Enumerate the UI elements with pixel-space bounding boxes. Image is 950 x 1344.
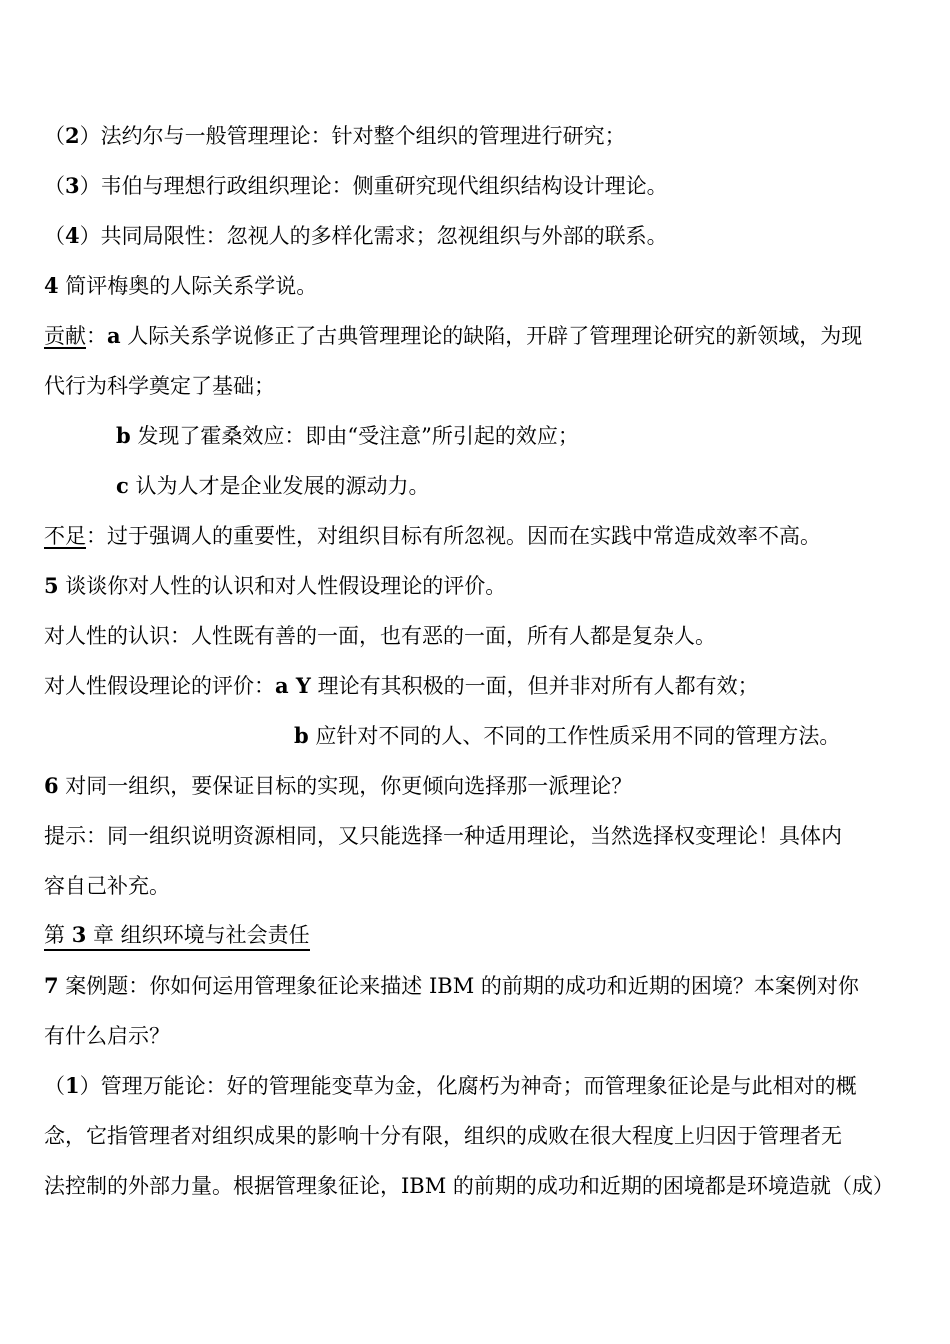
paragraph-line: b 应针对不同的人、不同的工作性质采用不同的管理方法。 [294, 723, 841, 748]
paragraph-line: 法控制的外部力量。根据管理象征论，IBM 的前期的成功和近期的困境都是环境造就（成） [44, 1174, 894, 1198]
paragraph-line: 念，它指管理者对组织成果的影响十分有限，组织的成败在很大程度上归因于管理者无 [44, 1124, 842, 1148]
chapter-heading: 第 3 章 组织环境与社会责任 [44, 920, 310, 950]
paragraph-line: b 发现了霍桑效应：即由“受注意”所引起的效应； [116, 423, 579, 448]
question-heading: 6 对同一组织，要保证目标的实现，你更倾向选择那一派理论？ [44, 773, 633, 798]
paragraph-line: （1）管理万能论：好的管理能变草为金，化腐朽为神奇；而管理象征论是与此相对的概 [44, 1073, 857, 1098]
paragraph-line: 有什么启示？ [44, 1024, 170, 1048]
paragraph-line: （4）共同局限性：忽视人的多样化需求；忽视组织与外部的联系。 [44, 223, 668, 248]
paragraph-line: （2）法约尔与一般管理理论：针对整个组织的管理进行研究； [44, 123, 626, 148]
paragraph-line: 不足：过于强调人的重要性，对组织目标有所忽视。因而在实践中常造成效率不高。 [44, 524, 821, 548]
question-heading: 5 谈谈你对人性的认识和对人性假设理论的评价。 [44, 573, 507, 598]
paragraph-line: 贡献：a 人际关系学说修正了古典管理理论的缺陷，开辟了管理理论研究的新领域，为现 [44, 323, 863, 348]
question-heading: 4 简评梅奥的人际关系学说。 [44, 273, 318, 298]
question-heading: 7 案例题：你如何运用管理象征论来描述 IBM 的前期的成功和近期的困境？本案例对你 [44, 973, 859, 998]
paragraph-line: 代行为科学奠定了基础； [44, 374, 275, 398]
contribution-label: 贡献 [44, 324, 86, 348]
paragraph-line: 容自己补充。 [44, 874, 170, 898]
paragraph-line: 对人性假设理论的评价：a Y 理论有其积极的一面，但并非对所有人都有效； [44, 673, 759, 698]
paragraph-line: （3）韦伯与理想行政组织理论：侧重研究现代组织结构设计理论。 [44, 173, 668, 198]
paragraph-line: 对人性的认识：人性既有善的一面，也有恶的一面，所有人都是复杂人。 [44, 624, 716, 648]
paragraph-line: c 认为人才是企业发展的源动力。 [116, 473, 430, 498]
shortcoming-label: 不足 [44, 524, 86, 548]
paragraph-line: 提示：同一组织说明资源相同，又只能选择一种适用理论，当然选择权变理论！具体内 [44, 824, 842, 848]
